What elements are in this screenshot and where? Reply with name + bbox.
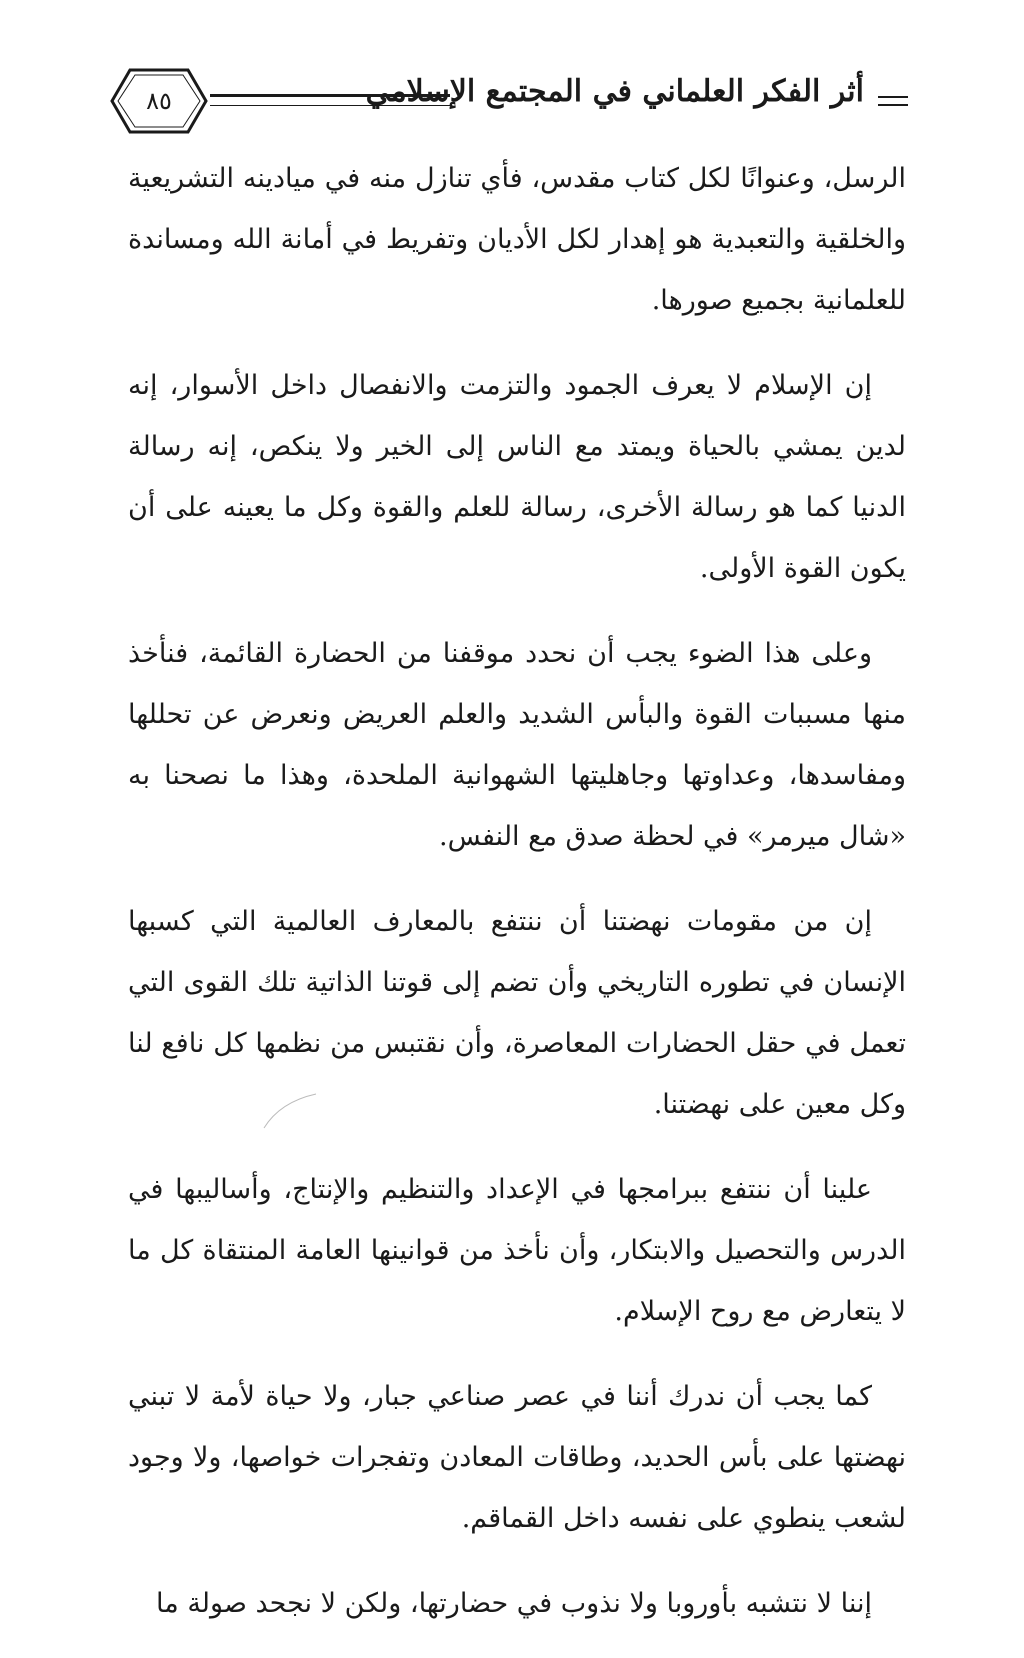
paper-scratch-mark — [262, 1090, 322, 1130]
header-rule — [210, 94, 450, 106]
paragraph-continued: الرسل، وعنوانًا لكل كتاب مقدس، فأي تنازل منه في ميادينه التشريعية والخلقية والتعبدية هو إهدار لكل الأديان وتفريط في أمانة الله ومساندة للعلمانية بجميع صورها. — [128, 163, 906, 316]
paragraph: إن من مقومات نهضتنا أن ننتفع بالمعارف العالمية التي كسبها الإنسان في تطوره التاريخي وأن تضم إلى قوتنا الذاتية تلك القوى التي تعمل في حقل الحضارات المعاصرة، وأن نقتبس من نظمها كل نافع لنا وكل معين على نهضتنا. — [128, 906, 906, 1120]
paragraph: كما يجب أن ندرك أننا في عصر صناعي جبار، ولا حياة لأمة لا تبني نهضتها على بأس الحديد، وطاقات المعادن وتفجرات خواصها، ولا وجود لشعب ينطوي على نفسه داخل القماقم. — [128, 1381, 906, 1534]
body-text — [128, 148, 906, 1658]
paragraph: وعلى هذا الضوء يجب أن نحدد موقفنا من الحضارة القائمة، فنأخذ منها مسببات القوة والبأس الشديد والعلم العريض ونعرض عن تحللها ومفاسدها، وعداوتها وجاهليتها الشهوانية الملحدة، وهذا ما نصحنا به «شال ميرمر» في لحظة صدق مع النفس. — [128, 638, 906, 852]
page-number-frame — [108, 66, 210, 136]
page-number: ٨٥ — [146, 87, 172, 115]
header-ornament-mark — [878, 96, 908, 106]
paragraph-continues: إننا لا نتشبه بأوروبا ولا نذوب في حضارتها، ولكن لا نجحد صولة ما — [156, 1588, 872, 1619]
page-header — [100, 66, 910, 136]
paragraph: إن الإسلام لا يعرف الجمود والتزمت والانفصال داخل الأسوار، إنه لدين يمشي بالحياة ويمتد مع الناس إلى الخير ولا ينكص، إنه رسالة الدنيا كما هو رسالة الأخرى، رسالة للعلم والقوة وكل ما يعينه على أن يكون القوة الأولى. — [128, 370, 906, 584]
paragraph: علينا أن ننتفع ببرامجها في الإعداد والتنظيم والإنتاج، وأساليبها في الدرس والتحصيل والابتكار، وأن نأخذ من قوانينها العامة المنتقاة كل ما لا يتعارض مع روح الإسلام. — [128, 1174, 906, 1327]
running-title: أثر الفكر العلماني في المجتمع الإسلامي — [365, 74, 864, 109]
